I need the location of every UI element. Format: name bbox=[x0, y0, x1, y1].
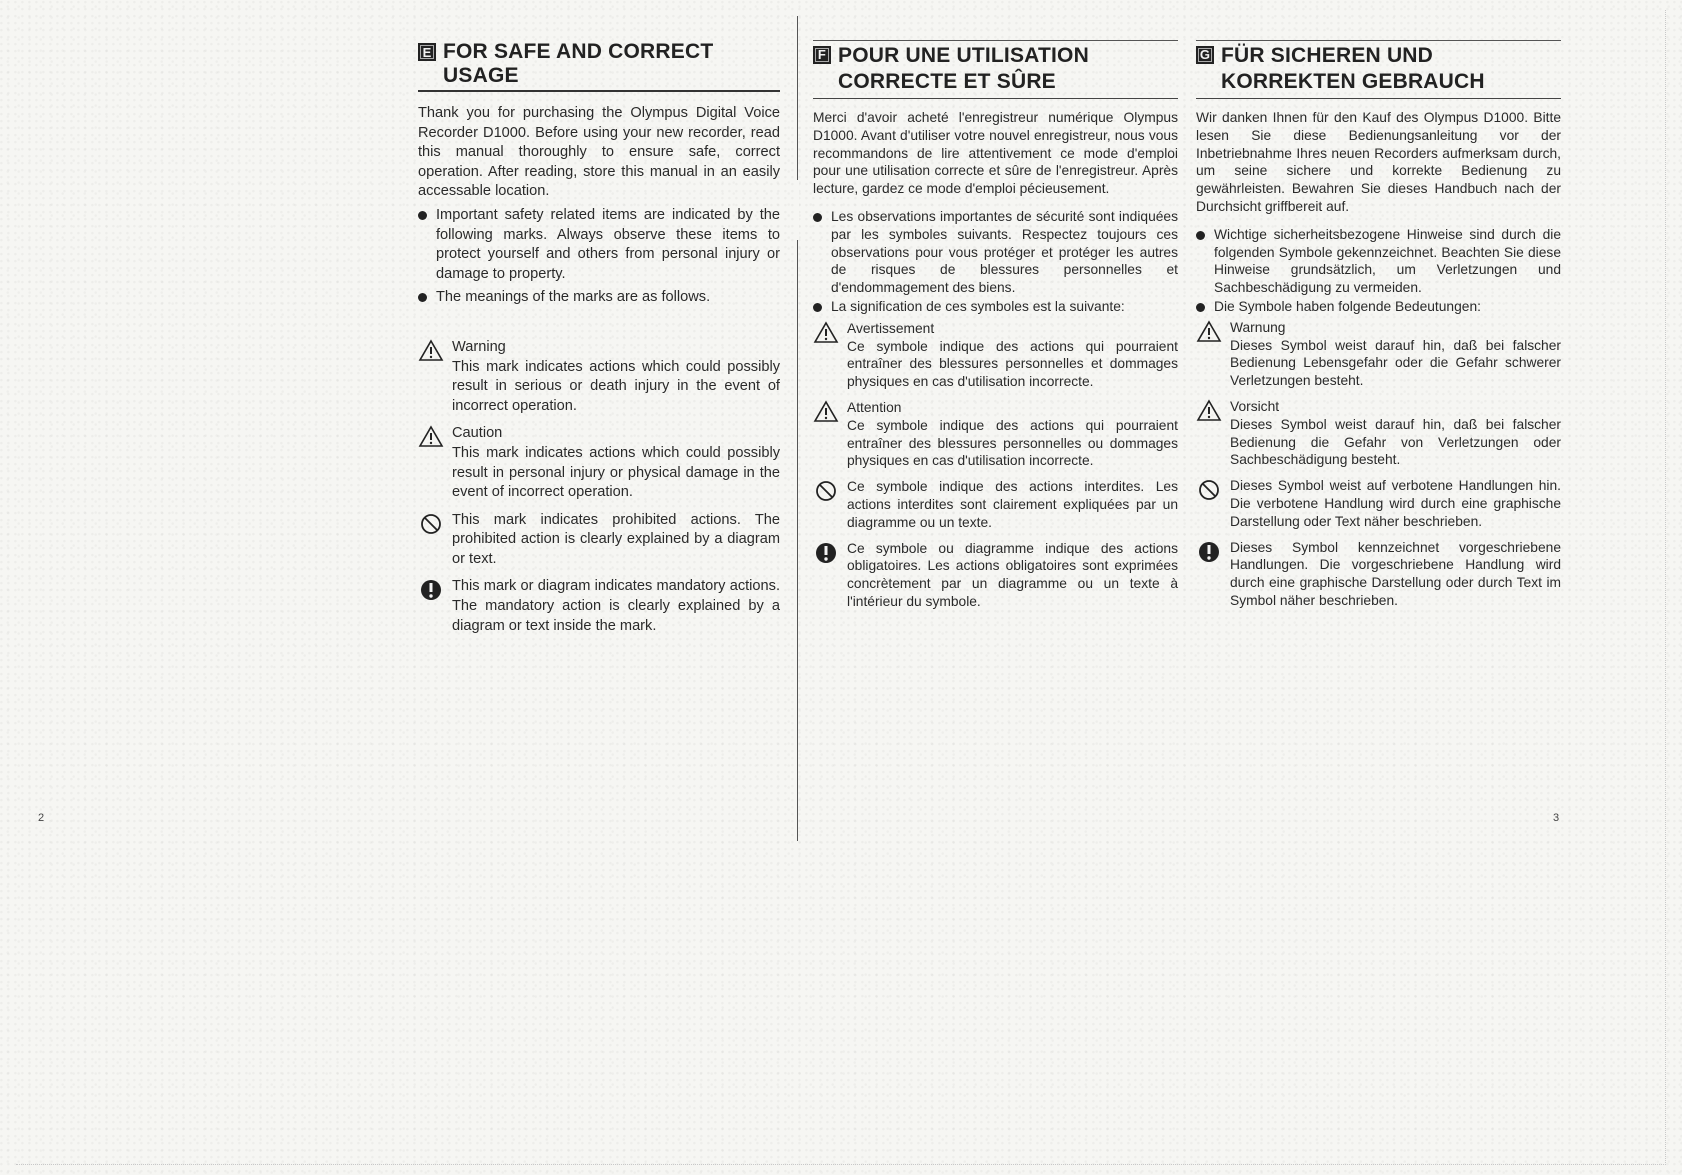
bullet-dot-icon bbox=[418, 293, 427, 302]
german-warning-mark bbox=[1196, 319, 1561, 390]
french-mandatory-mark bbox=[813, 540, 1178, 611]
french-caution-text: Ce symbole indique des actions qui pourraient entraîner des blessures personnelles ou dommages physiques en cas d'utilisation incorrecte. bbox=[847, 417, 1178, 469]
english-intro: Thank you for purchasing the Olympus Digital Voice Recorder D1000. Before using your new recorder, read this manual thoroughly to ensure safe, correct operation. After reading, store this manual in an easily accessable location. bbox=[418, 105, 780, 200]
bullet-dot-icon bbox=[418, 211, 427, 220]
french-mandatory-text: Ce symbole ou diagramme indique des actions obligatoires. Les actions obligatoires sont exprimées concrètement par un diagramme ou un texte à l'intérieur du symbole. bbox=[847, 540, 1178, 609]
english-title: FOR SAFE AND CORRECT USAGE bbox=[443, 40, 714, 87]
french-bullet-meanings: La signification de ces symboles est la suivante: bbox=[813, 298, 1178, 316]
french-intro: Merci d'avoir acheté l'enregistreur numérique Olympus D1000. Avant d'utiliser votre nouvel enregistreur, nous vous recommandons de lire attentivement ce mode d'emploi pour une utilisation correcte et sûre de l'enregistreur. Après lecture, gardez ce mode d'emploi pécieusement. bbox=[813, 110, 1178, 197]
caution-triangle-icon bbox=[1196, 398, 1222, 424]
mandatory-exclamation-icon bbox=[418, 577, 444, 603]
english-warning-title: Warning bbox=[452, 338, 506, 355]
french-language-badge: F bbox=[813, 46, 831, 64]
german-prohibited-text: Dieses Symbol weist auf verbotene Handlungen hin. Die verbotene Handlung wird durch eine graphische Darstellung oder Text näher beschrieben. bbox=[1230, 478, 1561, 529]
english-language-badge: E bbox=[418, 43, 436, 61]
french-prohibited-mark bbox=[813, 478, 1178, 531]
bullet-dot-icon bbox=[1196, 231, 1205, 240]
german-language-badge: G bbox=[1196, 46, 1214, 64]
english-heading bbox=[418, 40, 780, 92]
german-title-line2: KORREKTEN GEBRAUCH bbox=[1221, 70, 1485, 93]
english-prohibited-text: This mark indicates prohibited actions. The prohibited action is clearly explained by a diagram or text. bbox=[452, 511, 780, 567]
bullet-dot-icon bbox=[1196, 303, 1205, 312]
page-number-left: 2 bbox=[38, 812, 45, 824]
warning-triangle-icon bbox=[813, 320, 839, 346]
warning-triangle-icon bbox=[418, 338, 444, 364]
mandatory-exclamation-icon bbox=[813, 540, 839, 566]
english-mandatory-mark bbox=[418, 577, 780, 636]
center-fold-gap bbox=[796, 180, 799, 240]
english-bullet-safety: Important safety related items are indicated by the following marks. Always observe these items to protect yourself and others from personal injury or damage to property. bbox=[418, 206, 780, 284]
prohibited-circle-icon bbox=[813, 478, 839, 504]
german-warning-title: Warnung bbox=[1230, 319, 1286, 335]
german-mandatory-text: Dieses Symbol kennzeichnet vorgeschriebene Handlungen. Die vorgeschriebene Handlung wird durch eine graphische Darstellung oder durch Text im Symbol näher beschrieben. bbox=[1230, 539, 1561, 608]
french-warning-mark bbox=[813, 320, 1178, 391]
english-warning-mark bbox=[418, 338, 780, 416]
english-prohibited-mark bbox=[418, 511, 780, 570]
french-title-line2: CORRECTE ET SÛRE bbox=[838, 70, 1056, 93]
german-bullet-safety: Wichtige sicherheitsbezogene Hinweise sind durch die folgenden Symbole gekennzeichnet. Beachten Sie diese Hinweise grundsätzlich, um Verletzungen und Sachbeschädigung zu vermeiden. bbox=[1196, 226, 1561, 297]
english-warning-text: This mark indicates actions which could possibly result in serious or death injury in the event of incorrect operation. bbox=[452, 358, 780, 414]
page-number-right: 3 bbox=[1553, 812, 1560, 824]
english-section bbox=[418, 40, 780, 636]
german-warning-text: Dieses Symbol weist darauf hin, daß bei falscher Bedienung Lebensgefahr oder die Gefahr schwerer Verletzungen besteht. bbox=[1230, 337, 1561, 389]
french-section bbox=[813, 40, 1178, 611]
english-bullet-meanings: The meanings of the marks are as follows. bbox=[418, 288, 780, 308]
german-heading bbox=[1196, 40, 1561, 99]
warning-triangle-icon bbox=[1196, 319, 1222, 345]
center-fold-line bbox=[797, 16, 798, 841]
english-caution-text: This mark indicates actions which could possibly result in personal injury or physical damage in the event of incorrect operation. bbox=[452, 444, 780, 501]
german-caution-mark bbox=[1196, 398, 1561, 469]
german-title-line1: FÜR SICHEREN UND bbox=[1221, 44, 1434, 67]
french-heading bbox=[813, 40, 1178, 99]
german-bullet-meanings: Die Symbole haben folgende Bedeutungen: bbox=[1196, 298, 1561, 316]
french-title-line1: POUR UNE UTILISATION bbox=[838, 44, 1089, 67]
mandatory-exclamation-icon bbox=[1196, 539, 1222, 565]
caution-triangle-icon bbox=[813, 399, 839, 425]
prohibited-circle-icon bbox=[418, 511, 444, 537]
english-mandatory-text: This mark or diagram indicates mandatory actions. The mandatory action is clearly explained by a diagram or text inside the mark. bbox=[452, 578, 780, 634]
french-prohibited-text: Ce symbole indique des actions interdites. Les actions interdites sont clairement expliquées par un diagramme ou un texte. bbox=[847, 479, 1178, 530]
prohibited-circle-icon bbox=[1196, 477, 1222, 503]
english-caution-title: Caution bbox=[452, 425, 503, 442]
french-caution-mark bbox=[813, 399, 1178, 470]
german-caution-title: Vorsicht bbox=[1230, 398, 1280, 414]
french-bullet-safety: Les observations importantes de sécurité sont indiquées par les symboles suivants. Respectez toujours ces observations pour vous protéger et protéger les autres de risques de blessures personnelles et d'endommagement des biens. bbox=[813, 208, 1178, 297]
french-warning-text: Ce symbole indique des actions qui pourraient entraîner des blessures personnelles et dommages physiques en cas d'utilisation incorrecte. bbox=[847, 338, 1178, 390]
german-mandatory-mark bbox=[1196, 539, 1561, 610]
caution-triangle-icon bbox=[418, 424, 444, 450]
bullet-dot-icon bbox=[813, 303, 822, 312]
french-caution-title: Attention bbox=[847, 399, 902, 415]
english-caution-mark bbox=[418, 424, 780, 502]
french-warning-title: Avertissement bbox=[847, 320, 935, 336]
bullet-dot-icon bbox=[813, 213, 822, 222]
german-intro: Wir danken Ihnen für den Kauf des Olympus D1000. Bitte lesen Sie diese Bedienungsanleitung vor der Inbetriebnahme Ihres neuen Recorders aufmerksam durch, um seine sichere und korrekte Bedienung zu gewährleisten. Bewahren Sie dieses Handbuch nach der Durchsicht griffbereit auf. bbox=[1196, 110, 1561, 214]
german-caution-text: Dieses Symbol weist darauf hin, daß bei falscher Bedienung die Gefahr von Verletzungen oder Sachbeschädigung besteht. bbox=[1230, 416, 1561, 468]
german-section bbox=[1196, 40, 1561, 610]
german-prohibited-mark bbox=[1196, 477, 1561, 530]
